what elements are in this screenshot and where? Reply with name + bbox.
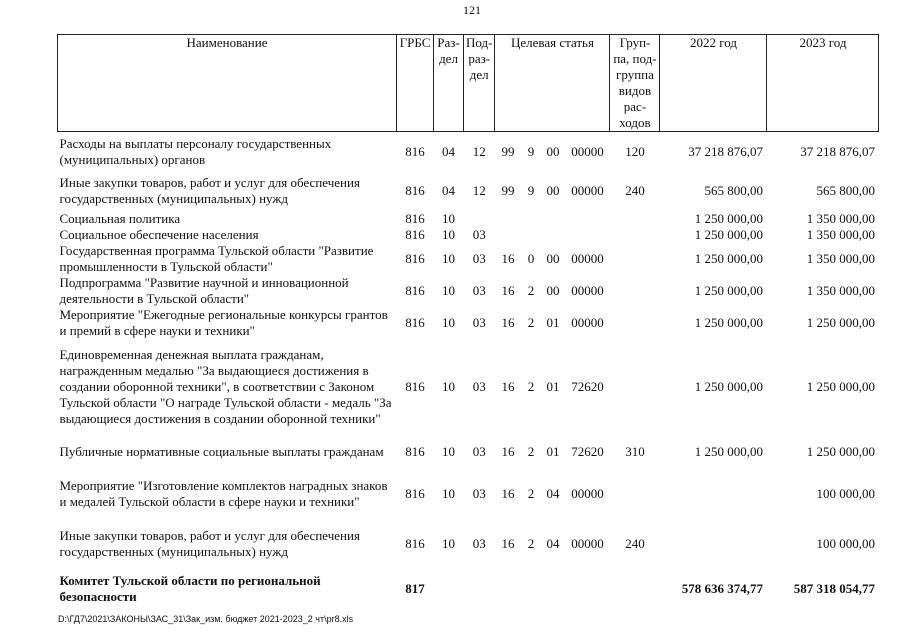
table-row xyxy=(58,469,879,519)
row-amount-2023: 1 350 000,00 xyxy=(806,226,875,242)
row-target-subprogram xyxy=(521,569,541,609)
row-target-program xyxy=(495,227,521,243)
row-grbs: 816 xyxy=(405,250,425,266)
table-row xyxy=(58,275,879,307)
row-target-program: 16 xyxy=(501,485,515,501)
table-header xyxy=(58,35,879,132)
row-razdel: 04 xyxy=(442,183,455,198)
row-target-program xyxy=(495,569,521,609)
row-podrazdel: 12 xyxy=(472,183,486,198)
row-target-event: 04 xyxy=(546,535,560,551)
row-name: Иные закупки товаров, работ и услуг для обеспечения государственных (муниципальных) нужд xyxy=(59,527,360,559)
row-expense-group xyxy=(610,211,660,227)
row-expense-group xyxy=(610,469,660,519)
row-amount-2023: 1 250 000,00 xyxy=(806,314,875,330)
row-name: Публичные нормативные социальные выплаты гражданам xyxy=(59,443,384,459)
row-name: Подпрограмма "Развитие научной и инновационной деятельности в Тульской области" xyxy=(59,274,349,306)
row-amount-2022: 578 636 374,77 xyxy=(681,580,763,596)
row-amount-2023: 587 318 054,77 xyxy=(793,580,875,596)
row-podrazdel: 03 xyxy=(472,314,486,330)
row-name: Мероприятие "Ежегодные региональные конкурсы грантов и премий в сфере науки и техники" xyxy=(59,306,388,338)
row-podrazdel xyxy=(464,211,495,227)
row-target-subprogram: 2 xyxy=(527,282,535,298)
row-grbs: 816 xyxy=(405,183,425,198)
row-amount-2022: 1 250 000,00 xyxy=(694,378,763,394)
row-podrazdel: 03 xyxy=(472,535,486,551)
row-target-event: 01 xyxy=(546,314,560,330)
header-expense-group: Груп-па, под-группа видов рас-ходов xyxy=(610,35,660,132)
row-expense-group xyxy=(610,339,660,435)
row-name: Социальное обеспечение населения xyxy=(59,226,259,242)
row-target-program: 16 xyxy=(501,250,515,266)
row-expense-group xyxy=(610,275,660,307)
row-amount-2022 xyxy=(660,469,767,519)
row-name: Иные закупки товаров, работ и услуг для обеспечения государственных (муниципальных) нужд xyxy=(59,175,360,206)
row-target-event xyxy=(541,211,565,227)
row-grbs: 816 xyxy=(405,485,425,501)
row-target-program: 16 xyxy=(501,443,515,459)
row-grbs: 816 xyxy=(405,226,425,242)
header-podrazdel: Под-раз-дел xyxy=(464,35,495,132)
row-grbs: 816 xyxy=(405,143,425,159)
table-row xyxy=(58,569,879,609)
row-razdel: 10 xyxy=(442,485,455,501)
row-razdel: 10 xyxy=(442,250,455,266)
table-row xyxy=(58,435,879,469)
row-amount-2023: 565 800,00 xyxy=(816,183,875,198)
header-razdel: Раз-дел xyxy=(434,35,464,132)
row-target-program: 16 xyxy=(501,314,515,330)
row-name: Единовременная денежная выплата гражданам, награжденным медалью "За выдающиеся достижения в создании оборонной техники", в соответствии с Законом Тульской области "О награде Тульской области - медаль "За выдающиеся достижения в создании оборонной техники" xyxy=(59,346,392,426)
row-expense-group xyxy=(610,227,660,243)
table-body xyxy=(58,132,879,609)
table-row xyxy=(58,132,879,172)
row-amount-2023: 1 350 000,00 xyxy=(806,210,875,226)
row-target-program: 99 xyxy=(501,143,515,159)
file-path-footer: D:\ГД7\2021\ЗАКОНЫ\ЗАС_31\Зак_изм. бюджет 2021-2023_2 чт\pr8.xls xyxy=(58,614,354,624)
row-amount-2022: 1 250 000,00 xyxy=(694,282,763,298)
row-target-event: 01 xyxy=(546,378,560,394)
row-razdel: 10 xyxy=(442,443,455,459)
row-target-event: 00 xyxy=(546,143,560,159)
row-amount-2022: 1 250 000,00 xyxy=(694,314,763,330)
row-target-event xyxy=(541,569,565,609)
row-razdel: 10 xyxy=(442,226,455,242)
row-razdel: 10 xyxy=(442,535,455,551)
table-row xyxy=(58,243,879,275)
table-row xyxy=(58,172,879,211)
row-target-direction: 00000 xyxy=(571,282,604,298)
row-target-event: 04 xyxy=(546,485,560,501)
header-target-article: Целевая статья xyxy=(495,35,610,132)
row-podrazdel: 03 xyxy=(472,282,486,298)
row-target-subprogram: 0 xyxy=(527,250,535,266)
row-target-direction xyxy=(565,227,610,243)
row-target-subprogram xyxy=(521,211,541,227)
row-target-direction xyxy=(565,211,610,227)
row-name: Социальная политика xyxy=(59,210,181,226)
row-expense-group: 240 xyxy=(625,183,645,198)
row-target-subprogram xyxy=(521,227,541,243)
row-target-subprogram: 9 xyxy=(527,183,535,198)
row-grbs: 816 xyxy=(405,443,425,459)
row-target-event: 00 xyxy=(546,250,560,266)
row-amount-2022: 565 800,00 xyxy=(704,183,763,198)
row-target-subprogram: 2 xyxy=(527,535,535,551)
row-grbs: 816 xyxy=(405,535,425,551)
row-name: Мероприятие "Изготовление комплектов наградных знаков и медалей Тульской области в сфере науки и техники" xyxy=(59,477,388,509)
row-razdel: 10 xyxy=(442,314,455,330)
header-grbs: ГРБС xyxy=(397,35,434,132)
table-row xyxy=(58,211,879,227)
row-podrazdel: 03 xyxy=(472,250,486,266)
row-target-subprogram: 2 xyxy=(527,485,535,501)
row-podrazdel: 03 xyxy=(472,378,486,394)
header-year-2023: 2023 год xyxy=(767,35,879,132)
row-amount-2023: 1 350 000,00 xyxy=(806,250,875,266)
row-razdel: 10 xyxy=(442,210,455,226)
row-amount-2023: 100 000,00 xyxy=(816,485,875,501)
row-target-subprogram: 2 xyxy=(527,443,535,459)
row-target-program: 16 xyxy=(501,282,515,298)
row-amount-2022: 1 250 000,00 xyxy=(694,226,763,242)
row-grbs: 816 xyxy=(405,314,425,330)
row-target-direction: 00000 xyxy=(571,143,604,159)
row-amount-2022: 37 218 876,07 xyxy=(688,143,763,159)
row-razdel: 10 xyxy=(442,378,455,394)
row-target-event: 00 xyxy=(546,183,560,198)
row-amount-2022 xyxy=(660,519,767,569)
row-amount-2023: 1 350 000,00 xyxy=(806,282,875,298)
row-podrazdel: 03 xyxy=(472,485,486,501)
row-expense-group xyxy=(610,569,660,609)
row-target-subprogram: 9 xyxy=(527,143,535,159)
row-razdel xyxy=(434,569,464,609)
row-amount-2022: 1 250 000,00 xyxy=(694,443,763,459)
row-target-program: 16 xyxy=(501,378,515,394)
row-expense-group: 120 xyxy=(625,143,645,159)
row-amount-2023: 37 218 876,07 xyxy=(800,143,875,159)
header-year-2022: 2022 год xyxy=(660,35,767,132)
row-target-direction: 00000 xyxy=(571,183,604,198)
page-number: 121 xyxy=(463,3,481,17)
row-expense-group xyxy=(610,243,660,275)
row-target-direction: 00000 xyxy=(571,535,604,551)
row-amount-2023: 100 000,00 xyxy=(816,535,875,551)
row-target-direction: 00000 xyxy=(571,314,604,330)
row-target-event: 00 xyxy=(546,282,560,298)
row-target-program: 16 xyxy=(501,535,515,551)
table-row xyxy=(58,307,879,339)
row-podrazdel: 03 xyxy=(472,443,486,459)
row-razdel: 10 xyxy=(442,282,455,298)
row-name: Государственная программа Тульской области "Развитие промышленности в Тульской области" xyxy=(59,242,374,274)
row-target-direction xyxy=(565,569,610,609)
row-podrazdel: 12 xyxy=(472,143,486,159)
row-expense-group: 240 xyxy=(625,535,645,551)
table-row xyxy=(58,227,879,243)
row-podrazdel: 03 xyxy=(472,226,486,242)
row-target-direction: 00000 xyxy=(571,485,604,501)
row-expense-group: 310 xyxy=(625,443,645,459)
budget-table xyxy=(57,34,879,609)
row-target-subprogram: 2 xyxy=(527,378,535,394)
row-amount-2022: 1 250 000,00 xyxy=(694,210,763,226)
header-name: Наименование xyxy=(58,35,397,132)
row-grbs: 816 xyxy=(405,378,425,394)
row-grbs: 816 xyxy=(405,282,425,298)
row-target-program xyxy=(495,211,521,227)
row-amount-2023: 1 250 000,00 xyxy=(806,443,875,459)
row-target-event xyxy=(541,227,565,243)
row-amount-2022: 1 250 000,00 xyxy=(694,250,763,266)
row-name: Комитет Тульской области по региональной безопасности xyxy=(59,572,321,604)
table-row xyxy=(58,519,879,569)
row-expense-group xyxy=(610,307,660,339)
row-target-event: 01 xyxy=(546,443,560,459)
row-razdel: 04 xyxy=(442,143,455,159)
row-target-direction: 72620 xyxy=(571,443,604,459)
row-podrazdel xyxy=(464,569,495,609)
row-name: Расходы на выплаты персоналу государственных (муниципальных) органов xyxy=(59,135,332,167)
row-grbs: 816 xyxy=(405,210,425,226)
row-amount-2023: 1 250 000,00 xyxy=(806,378,875,394)
row-target-direction: 72620 xyxy=(571,378,604,394)
row-target-direction: 00000 xyxy=(571,250,604,266)
row-target-subprogram: 2 xyxy=(527,314,535,330)
table-row xyxy=(58,339,879,435)
row-grbs: 817 xyxy=(405,580,425,596)
row-target-program: 99 xyxy=(501,183,515,198)
